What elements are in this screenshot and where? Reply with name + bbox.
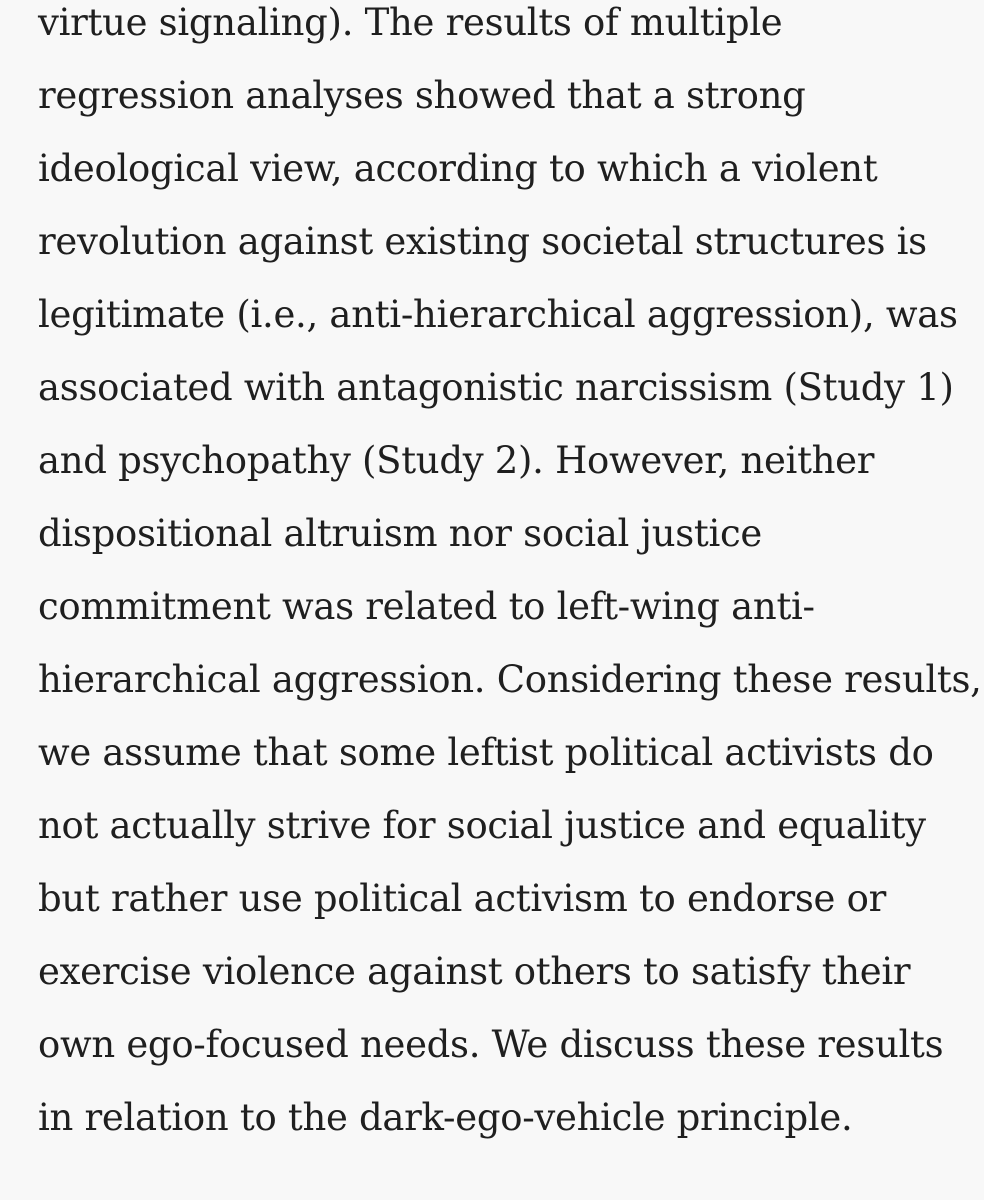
text-line: exercise violence against others to satisfy their [38, 950, 911, 993]
text-line: virtue signaling). The results of multiple [38, 1, 783, 44]
text-line: in relation to the dark-ego-vehicle principle. [38, 1096, 853, 1139]
text-line: own ego-focused needs. We discuss these results [38, 1023, 944, 1066]
text-line: commitment was related to left-wing anti- [38, 585, 815, 628]
text-line: we assume that some leftist political activists do [38, 731, 934, 774]
text-line: regression analyses showed that a strong [38, 74, 806, 117]
text-line: associated with antagonistic narcissism (Study 1) [38, 366, 954, 409]
text-line: ideological view, according to which a violent [38, 147, 878, 190]
text-line: not actually strive for social justice and equality [38, 804, 926, 847]
text-line: legitimate (i.e., anti-hierarchical aggression), was [38, 293, 958, 336]
text-line: revolution against existing societal structures is [38, 220, 927, 263]
text-line: and psychopathy (Study 2). However, neither [38, 439, 875, 482]
text-line: hierarchical aggression. Considering these results, [38, 658, 982, 701]
text-line: dispositional altruism nor social justice [38, 512, 763, 555]
text-line: but rather use political activism to endorse or [38, 877, 886, 920]
